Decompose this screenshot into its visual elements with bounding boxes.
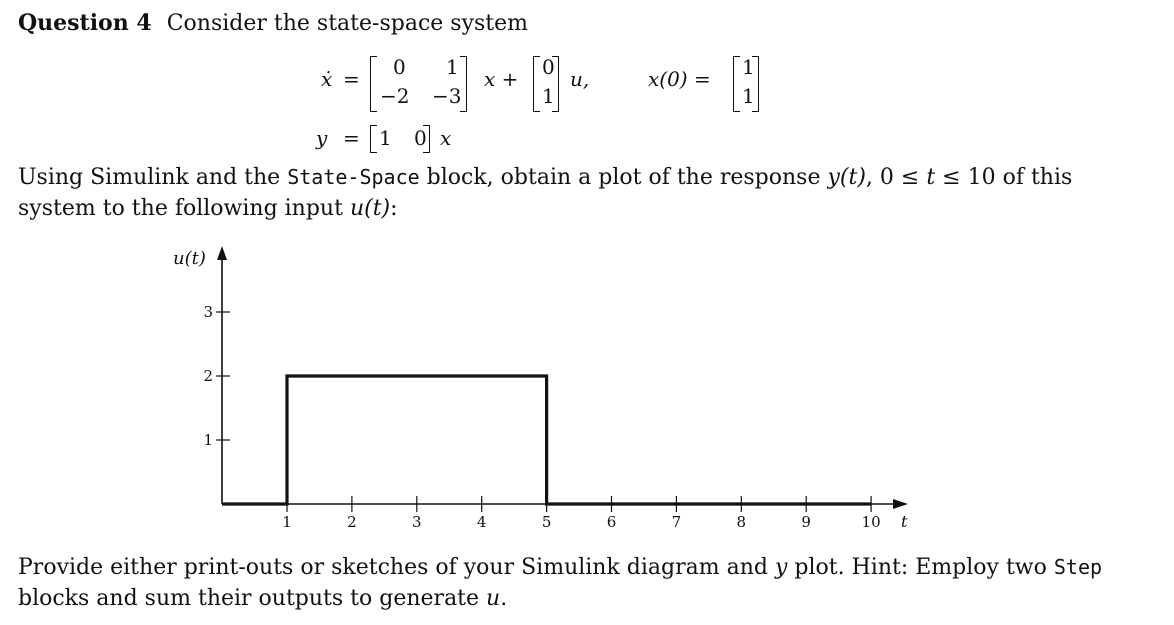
x-tick-label: 2 [347,513,357,531]
paragraph-instructions-line2 [18,196,398,221]
vector-b-entry: 0 [542,55,555,79]
math-u: u [486,586,501,611]
y-tick-label: 1 [203,431,213,449]
y-axis-arrow-icon [217,246,227,260]
x-tick-label: 8 [736,513,747,531]
matrix-c-entry: 1 [379,126,392,150]
y-symbol: y [316,126,328,150]
y-axis-label: u(t) [173,248,206,269]
matrix-a-left-bracket [370,56,377,112]
x-tick-label: 6 [606,513,617,531]
equals-sign: = [343,67,360,91]
series-line [222,376,871,504]
matrix-a-entry: 1 [446,55,459,79]
state-space-block-name: State-Space [287,165,420,189]
math-t: t [926,165,936,190]
text-run: block, obtain a plot of the response [419,165,828,190]
x0-label: x(0) = [648,67,711,91]
text-run: ≤ 10 of this [935,165,1073,190]
vector-x0-entry: 1 [742,84,755,108]
matrix-c-right-bracket [423,125,430,153]
vector-b-right-bracket [552,56,559,112]
x-plus: x + [484,67,519,91]
paragraph-hint-line2 [18,586,507,611]
vector-b-entry: 1 [542,84,555,108]
paragraph-instructions [18,165,1072,190]
matrix-c-entry: 0 [414,126,427,150]
question-label: Question 4 [18,10,152,36]
step-block-name: Step [1053,555,1103,579]
x-tick-label: 9 [801,513,811,531]
text-run: plot. Hint: Employ two [787,555,1054,580]
text-run: Provide either print-outs or sketches of your Simulink diagram and [18,555,775,580]
x-after-c: x [440,126,452,150]
matrix-a-entry: 0 [393,55,406,79]
text-run: system to the following input [18,196,350,221]
text-run: , 0 ≤ [865,165,927,190]
matrix-a-entry: −3 [432,84,462,108]
matrix-c-left-bracket [370,125,377,153]
matrix-a-entry: −2 [380,84,410,108]
vector-x0-entry: 1 [742,55,755,79]
vector-b-left-bracket [533,56,540,112]
x-tick-label: 7 [671,513,682,531]
math-y: y [774,555,788,580]
x-tick-label: 10 [861,513,881,531]
x-tick-label: 4 [476,513,487,531]
question-intro: Consider the state-space system [166,11,529,36]
x-tick-label: 1 [282,513,292,531]
math-u-of-t: u(t) [349,196,391,221]
x-axis-label: t [901,512,908,531]
vector-x0-left-bracket [733,56,740,112]
paragraph-hint [18,555,1102,580]
x-axis-arrow-icon [893,499,908,509]
equals-sign: = [343,126,360,150]
text-run: : [390,196,398,221]
text-run: . [500,586,508,611]
xdot-symbol: ẋ [321,67,333,91]
text-run: Using Simulink and the [18,165,288,190]
text-run: blocks and sum their outputs to generate [18,586,487,611]
x-tick-label: 5 [541,513,552,531]
u-comma: u, [570,67,590,91]
x-tick-label: 3 [412,513,422,531]
input-signal-chart [0,240,1174,540]
y-tick-label: 2 [203,367,213,385]
vector-x0-right-bracket [752,56,759,112]
matrix-a-right-bracket [460,56,467,112]
math-y-of-t: y(t) [827,165,866,190]
y-tick-label: 3 [203,303,213,321]
question-heading [18,10,528,36]
